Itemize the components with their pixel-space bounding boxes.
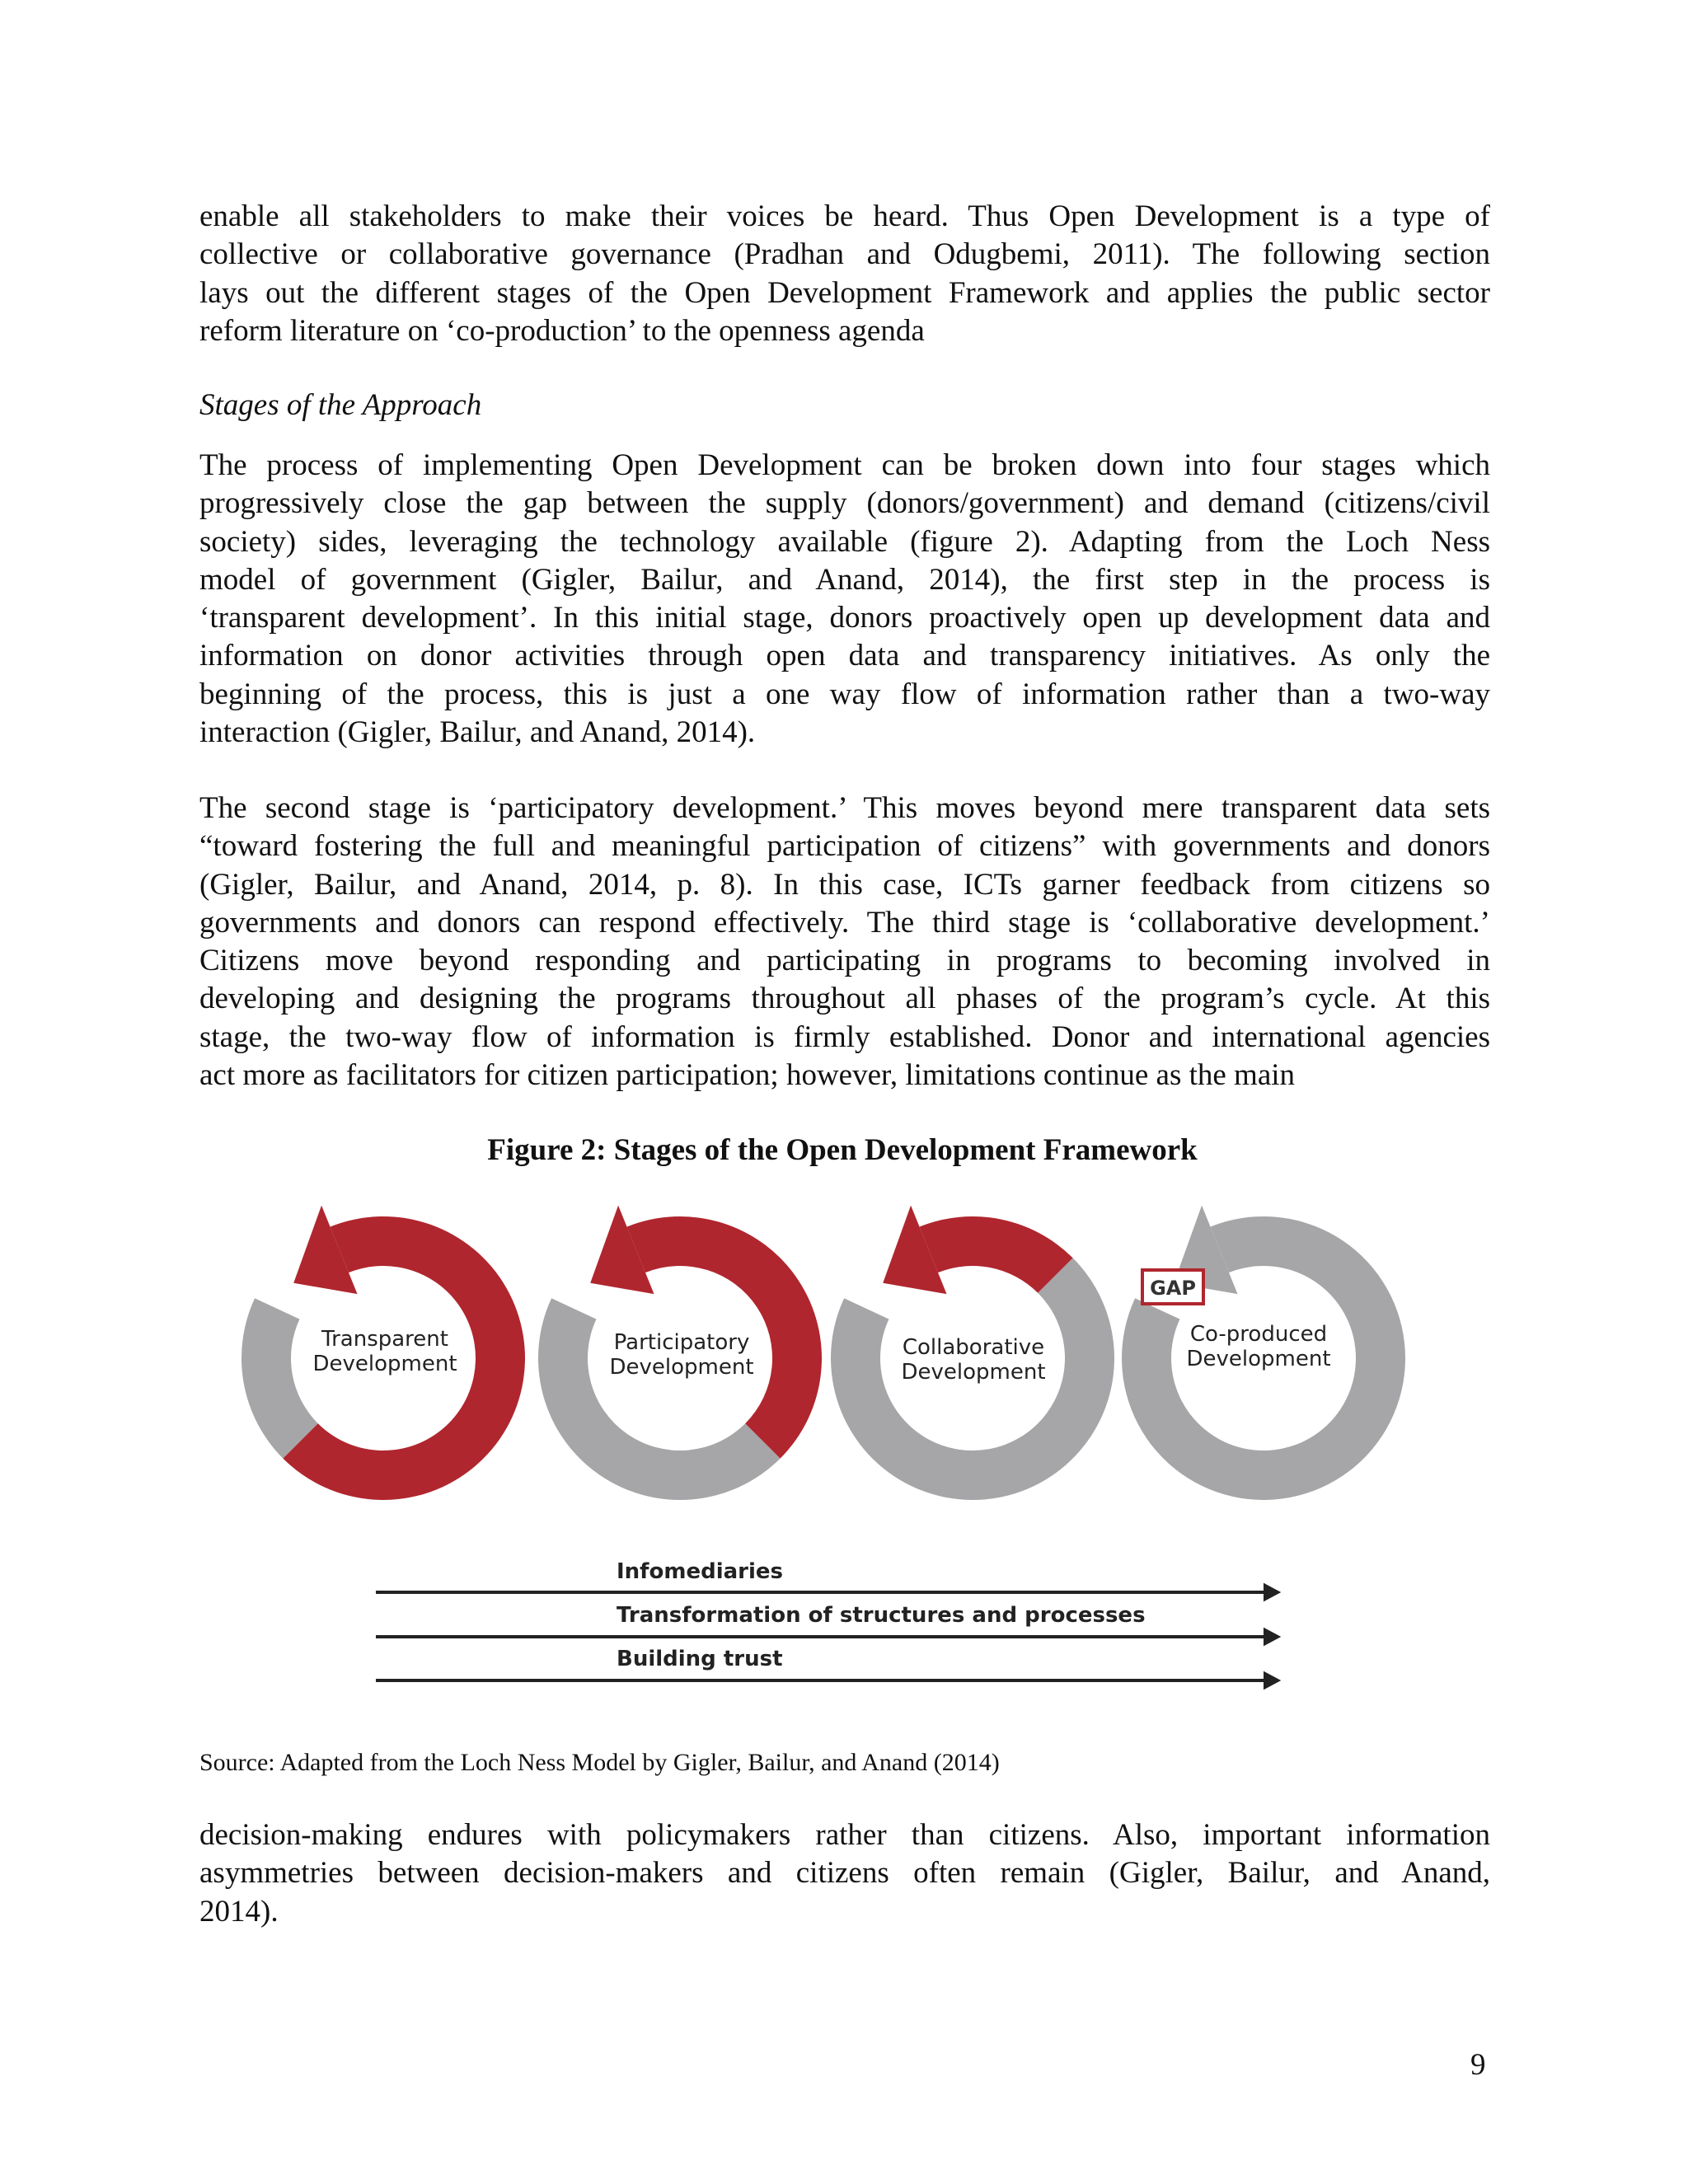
text-line: lays out the different stages of the Open Development Framework and applies the public sector	[199, 275, 1490, 310]
text-line: ‘transparent development’. In this initial stage, donors proactively open up development data and	[199, 601, 1490, 635]
text-line: (Gigler, Bailur, and Anand, 2014, p. 8). In this case, ICTs garner feedback from citizens so	[199, 867, 1490, 902]
text-line: The second stage is ‘participatory development.’ This moves beyond mere transparent data sets	[199, 791, 1490, 825]
stage-label: Transparent	[321, 1327, 448, 1352]
figure-source: Source: Adapted from the Loch Ness Model by Gigler, Bailur, and Anand (2014)	[199, 1749, 1000, 1776]
arrow-label-infomediaries: Infomediaries	[617, 1559, 783, 1584]
stage-label: Development	[609, 1355, 754, 1380]
text-line: governments and donors can respond effectively. The third stage is ‘collaborative development.’	[199, 905, 1490, 940]
stage-label: Development	[1186, 1347, 1331, 1371]
text-line: Citizens move beyond responding and participating in programs to becoming involved in	[199, 944, 1490, 978]
stage-label: Development	[901, 1360, 1046, 1385]
text-line: act more as facilitators for citizen participation; however, limitations continue as the main	[199, 1058, 1296, 1093]
arrowhead-icon	[1265, 1674, 1278, 1687]
arrow-label-transformation: Transformation of structures and processes	[617, 1603, 1146, 1628]
paragraph-4	[199, 1816, 1490, 1931]
section-heading: Stages of the Approach	[199, 388, 482, 422]
text-line: enable all stakeholders to make their voices be heard. Thus Open Development is a type of	[199, 199, 1490, 233]
page-number: 9	[1470, 2048, 1486, 2082]
text-line: reform literature on ‘co-production’ to the openness agenda	[199, 313, 925, 348]
text-line: “toward fostering the full and meaningful participation of citizens” with governments and donors	[199, 829, 1490, 864]
text-line: decision-making endures with policymakers rather than citizens. Also, important information	[199, 1818, 1490, 1852]
gap-badge	[1142, 1270, 1203, 1304]
text-line: developing and designing the programs throughout all phases of the program’s cycle. At this	[199, 982, 1490, 1016]
figure-caption: Figure 2: Stages of the Open Development Framework	[487, 1133, 1198, 1167]
text-line: information on donor activities through open data and transparency initiatives. As only the	[199, 639, 1490, 673]
text-line: model of government (Gigler, Bailur, and Anand, 2014), the first step in the process is	[199, 562, 1490, 597]
stage-label: Co-produced	[1189, 1322, 1328, 1347]
stage-label: Participatory	[613, 1330, 750, 1355]
text-line: 2014).	[199, 1894, 279, 1929]
cycle-ring-segment	[241, 1298, 318, 1458]
text-line: The process of implementing Open Development can be broken down into four stages which	[199, 448, 1490, 482]
arrowhead-icon	[1265, 1586, 1278, 1599]
arrowhead-icon	[1265, 1630, 1278, 1643]
text-line: asymmetries between decision-makers and citizens often remain (Gigler, Bailur, and Anand,	[199, 1856, 1490, 1891]
arrow-label-building-trust: Building trust	[617, 1647, 783, 1671]
text-line: stage, the two-way flow of information is firmly established. Donor and international agencies	[199, 1019, 1490, 1054]
stage-label: Collaborative	[902, 1335, 1045, 1360]
text-line: progressively close the gap between the supply (donors/government) and demand (citizens/civil	[199, 486, 1490, 521]
text-line: collective or collaborative governance (Pradhan and Odugbemi, 2011). The following section	[199, 237, 1490, 272]
text-line: society) sides, leveraging the technology available (figure 2). Adapting from the Loch Ness	[199, 524, 1490, 559]
stage-label: Development	[312, 1352, 457, 1376]
text-line: interaction (Gigler, Bailur, and Anand, 2014).	[199, 715, 756, 750]
text-line: beginning of the process, this is just a one way flow of information rather than a two-way	[199, 677, 1490, 711]
gap-label: GAP	[1150, 1277, 1196, 1300]
cycle-ring-segment	[538, 1298, 781, 1500]
